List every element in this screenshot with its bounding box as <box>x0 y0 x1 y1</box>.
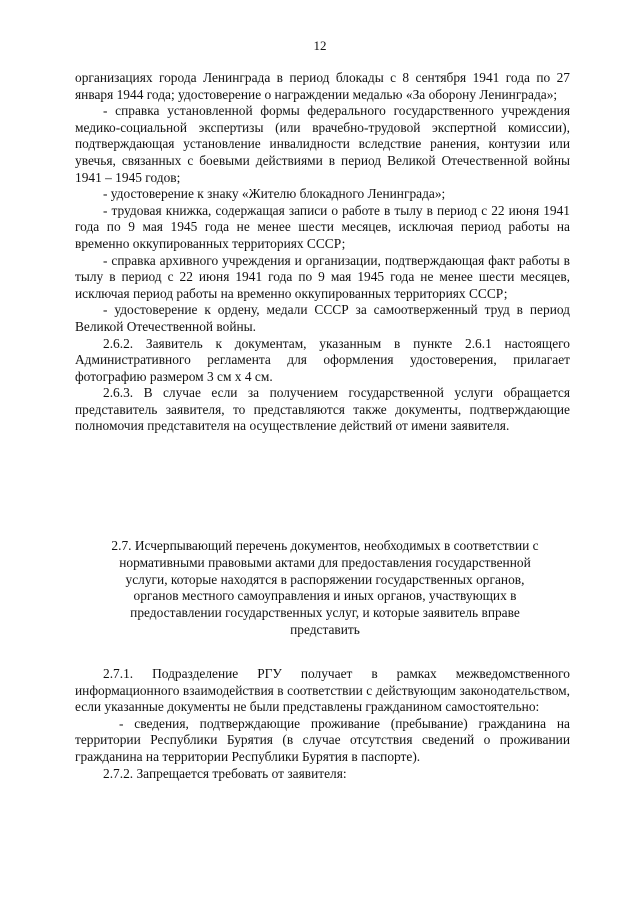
paragraph-list-item: - удостоверение к ордену, медали СССР за самоотверженный труд в период Великой Отечественной войны. <box>75 302 570 334</box>
paragraph-list-item: - сведения, подтверждающие проживание (пребывание) гражданина на территории Республики Бурятия (в случае отсутствия сведений о проживании гражданина на территории Республики Бурятия в паспорте). <box>75 715 570 764</box>
paragraph-clause: 2.7.1. Подразделение РГУ получает в рамках межведомственного информационного взаимодействия в соответствии с действующим законодательством, если указанные документы не были представлены гражданином самостоятельно: <box>75 666 570 715</box>
page-number: 12 <box>313 38 327 53</box>
paragraph-list-item: - справка архивного учреждения и организации, подтверждающая факт работы в тылу в период с 22 июня 1941 года по 9 мая 1945 года не менее шести месяцев, исключая период работы на временно оккупированных территориях СССР; <box>75 252 570 301</box>
paragraph-clause: 2.6.2. Заявитель к документам, указанным в пункте 2.6.1 настоящего Административного регламента для оформления удостоверения, прилагает фотографию размером 3 см х 4 см. <box>75 335 570 384</box>
paragraph: организациях города Ленинграда в период блокады с 8 сентября 1941 года по 27 января 1944 года; удостоверение о награждении медалью «За оборону Ленинграда»; <box>75 70 570 102</box>
body-text-upper <box>75 70 570 435</box>
body-text-lower <box>75 666 570 782</box>
paragraph-list-item: - удостоверение к знаку «Жителю блокадного Ленинграда»; <box>103 186 446 202</box>
paragraph-clause: 2.7.2. Запрещается требовать от заявителя: <box>103 765 347 781</box>
paragraph-list-item: - справка установленной формы федерального государственного учреждения медико-социальной экспертизы (или врачебно-трудовой экспертной комиссии), подтверждающая установление инвалидности вследствие ранения, контузии или увечья, связанных с боевыми действиями в период Великой Отечественной войны 1941 – 1945 годов; <box>75 103 570 185</box>
paragraph-clause: 2.6.3. В случае если за получением государственной услуги обращается представитель заявителя, то представляются также документы, подтверждающие полномочия представителя на осуществление действий от имени заявителя. <box>75 385 570 434</box>
paragraph-list-item: - трудовая книжка, содержащая записи о работе в тылу в период с 22 июня 1941 года по 9 мая 1945 года не менее шести месяцев, исключая период работы на временно оккупированных территориях СССР; <box>75 202 570 251</box>
section-heading: 2.7. Исчерпывающий перечень документов, необходимых в соответствии с нормативными правовыми актами для предоставления государственной услуги, которые находятся в распоряжении государственных органов, органов местного самоуправления и иных органов, участвующих в предоставлении государственных услуг, и которые заявитель вправе представить <box>111 538 539 637</box>
